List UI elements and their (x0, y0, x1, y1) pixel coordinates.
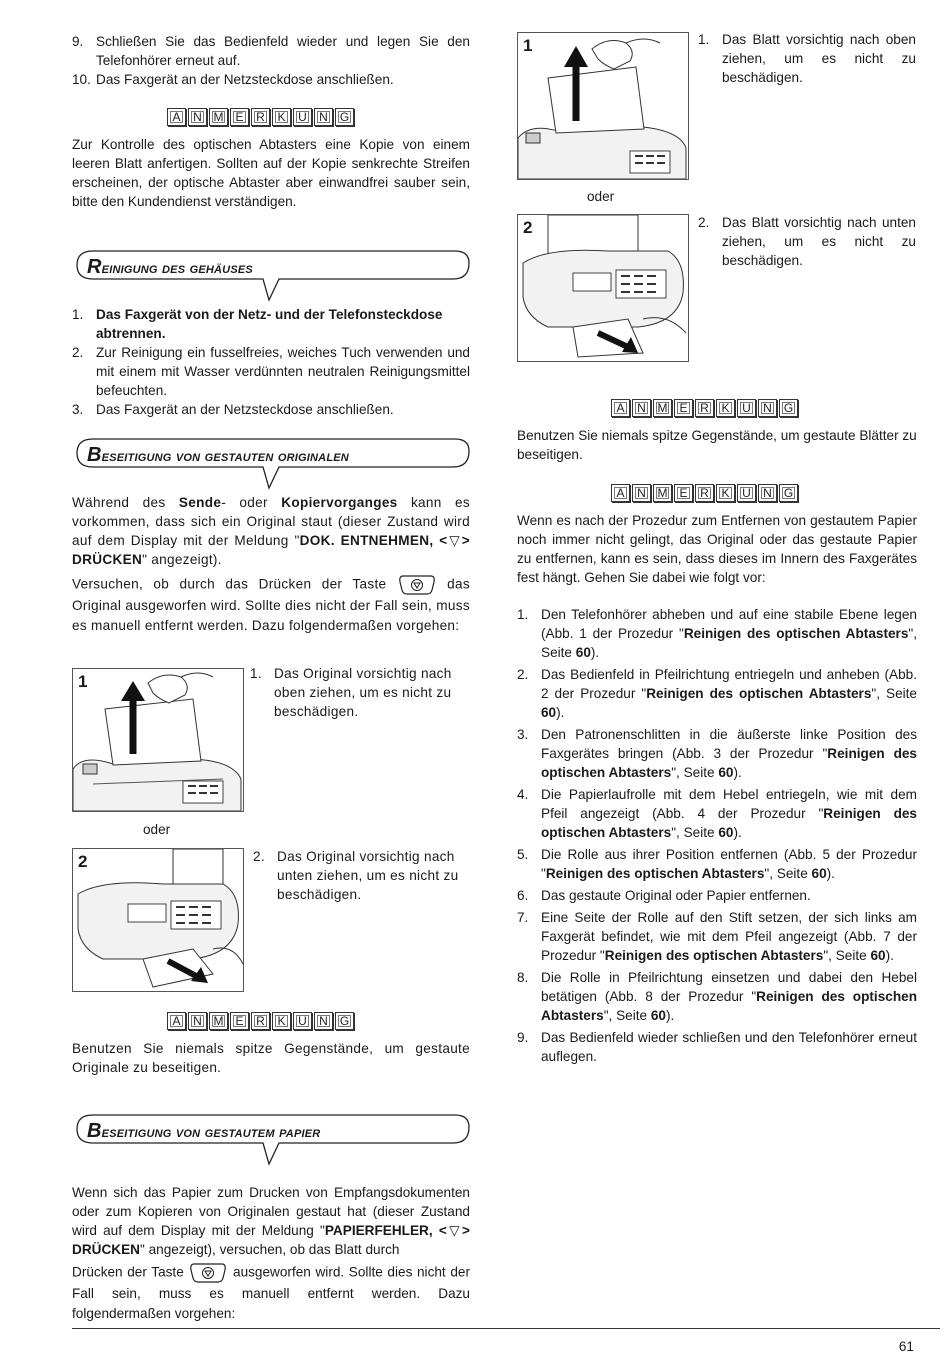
note-key: N (188, 108, 207, 126)
list-item: 1. Den Telefonhörer abheben und auf eine stabile Ebene legen (Abb. 1 der Prozedur "Reinigen des optischen Abtasters", Seite 60). (517, 607, 917, 660)
note-key: U (293, 1012, 312, 1030)
figure-pull-original-up: 1 (72, 668, 244, 812)
list-item: 2. Das Bedienfeld in Pfeilrichtung entriegeln und anheben (Abb. 2 der Prozedur "Reinigen des optischen Abtasters", Seite 60). (517, 667, 917, 720)
note-key: M (209, 108, 228, 126)
note-key: K (716, 399, 735, 417)
list-item: 3. Das Faxgerät an der Netzsteckdose anschließen. (72, 402, 394, 417)
note-key: U (293, 108, 312, 126)
or-label: oder (143, 822, 171, 837)
list-item: 2. Das Blatt vorsichtig nach unten ziehen, um es nicht zu beschädigen. (698, 215, 916, 268)
note-key: N (632, 399, 651, 417)
note-key: G (335, 108, 354, 126)
note-key: G (779, 399, 798, 417)
figure-2-caption (253, 847, 471, 904)
note-key: G (779, 484, 798, 502)
note-heading (167, 1012, 354, 1030)
page-number: 61 (898, 1339, 914, 1354)
stop-button-icon (188, 1262, 228, 1284)
list-item: 3. Den Patronenschlitten in die äußerste linke Position des Faxgerätes bringen (Abb. 3 der Prozedur "Reinigen des optischen Abtasters", Seite 60). (517, 727, 917, 780)
note-key: N (758, 484, 777, 502)
note-key: E (230, 1012, 249, 1030)
footer-divider (72, 1328, 940, 1329)
note-key: A (611, 399, 630, 417)
note-key: N (758, 399, 777, 417)
note-text: Wenn es nach der Prozedur zum Entfernen von gestautem Papier noch immer nicht gelingt, das Original oder das gestaute Papier zu entfernen, kann es sein, dass dieses im Innern des Faxgerätes fest hängt. Gehen Sie dabei wie folgt vor: (517, 513, 917, 585)
list-item: 8. Die Rolle in Pfeilrichtung einsetzen und dabei den Hebel betätigen (Abb. 8 der Prozedur "Reinigen des optischen Abtasters", Seite 60). (517, 970, 917, 1023)
right-figure-1-caption (698, 30, 916, 87)
note-key: R (695, 399, 714, 417)
note-key: R (695, 484, 714, 502)
list-item: 2. Zur Reinigung ein fusselfreies, weiches Tuch verwenden und mit einem mit Wasser verdünnten neutralen Reinigungsmittel befeuchten. (72, 345, 470, 398)
list-item: 4. Die Papierlaufrolle mit dem Hebel entriegeln, wie mit dem Pfeil angezeigt (Abb. 4 der Prozedur "Reinigen des optischen Abtasters", Seite 60). (517, 787, 917, 840)
note-heading (167, 108, 354, 126)
note-key: N (314, 1012, 333, 1030)
list-item: 1. Das Blatt vorsichtig nach oben ziehen, um es nicht zu beschädigen. (698, 32, 916, 85)
note-key: N (188, 1012, 207, 1030)
note-text: Benutzen Sie niemals spitze Gegenstände, um gestaute Originale zu beseitigen. (72, 1041, 470, 1075)
jam-try-button-text: Versuchen, ob durch das Drücken der Taste das Original ausgeworfen wird. Sollte dies nicht der Fall sein, muss es manuell entfernt werden. Dazu folgendermaßen vorgehen: (72, 574, 470, 636)
list-item: 9. Das Bedienfeld wieder schließen und den Telefonhörer erneut auflegen. (517, 1030, 917, 1064)
list-item: 1. Das Faxgerät von der Netz- und der Telefonsteckdose abtrennen. (72, 307, 443, 341)
note-key: M (653, 399, 672, 417)
note-key: A (167, 108, 186, 126)
note-key: E (230, 108, 249, 126)
note-key: A (167, 1012, 186, 1030)
note-key: N (314, 108, 333, 126)
section-heading-cleaning: Reinigung des gehäuses (73, 250, 469, 302)
note-key: N (632, 484, 651, 502)
list-item: 10. Das Faxgerät an der Netzsteckdose anschließen. (72, 72, 394, 87)
stop-button-icon (397, 574, 437, 596)
note-key: K (716, 484, 735, 502)
figure-pull-paper-down: 2 (517, 214, 689, 362)
paper-jam-try-button-text: Drücken der Taste ausgeworfen wird. Sollte dies nicht der Fall sein, muss es manuell entfernt werden. Dazu folgendermaßen vorgehen: (72, 1262, 470, 1324)
figure-1-caption (250, 664, 470, 721)
list-item: 7. Eine Seite der Rolle auf den Stift setzen, der sich links am Faxgerät befindet, wie mit dem Pfeil angezeigt (Abb. 7 der Prozedur "Reinigen des optischen Abtasters", Seite 60). (517, 910, 917, 963)
right-figure-2-caption (698, 213, 916, 270)
section-heading-jammed-paper: Beseitigung von gestautem papier (73, 1114, 469, 1166)
fax-pull-paper-up-illustration (518, 33, 688, 179)
list-item: 1. Das Original vorsichtig nach oben ziehen, um es nicht zu beschädigen. (250, 666, 452, 719)
note-key: E (674, 484, 693, 502)
figure-pull-original-down: 2 (72, 848, 244, 992)
continued-steps-list (72, 32, 470, 89)
note-heading (611, 484, 798, 502)
paper-jam-text: Wenn sich das Papier zum Drucken von Empfangsdokumenten oder zum Kopieren von Originalen gestaut hat (dieser Zustand wird auf dem Display mit der Meldung "PAPIERFEHLER, <▽> DRÜCKEN" angezeigt), versuchen, ob das Blatt durch (72, 1185, 470, 1257)
note-key: M (653, 484, 672, 502)
figure-pull-paper-up: 1 (517, 32, 689, 180)
note-text: Benutzen Sie niemals spitze Gegenstände, um gestaute Blätter zu beseitigen. (517, 428, 917, 462)
note-key: E (674, 399, 693, 417)
fax-pull-up-illustration (73, 669, 243, 811)
note-key: R (251, 108, 270, 126)
section-heading-jammed-originals: Beseitigung von gestauten originalen (73, 438, 469, 490)
or-label: oder (587, 189, 615, 204)
cleaning-steps-list (72, 305, 470, 419)
note-key: R (251, 1012, 270, 1030)
list-item: 9. Schließen Sie das Bedienfeld wieder und legen Sie den Telefonhörer erneut auf. (72, 34, 470, 68)
note-key: K (272, 1012, 291, 1030)
fax-pull-paper-down-illustration (518, 215, 688, 361)
list-item: 5. Die Rolle aus ihrer Position entfernen (Abb. 5 der Prozedur "Reinigen des optischen Abtasters", Seite 60). (517, 847, 917, 881)
note-key: A (611, 484, 630, 502)
note-key: M (209, 1012, 228, 1030)
note-text: Zur Kontrolle des optischen Abtasters eine Kopie von einem leeren Blatt anfertigen. Sollten auf der Kopie senkrechte Streifen erscheinen, der optische Abtaster aber einwandfrei sauber sein, bitte den Kundendienst verständigen. (72, 137, 470, 209)
internal-jam-steps-list (517, 605, 917, 1069)
note-key: U (737, 484, 756, 502)
jam-intro-text: Während des Sende- oder Kopiervorganges kann es vorkommen, dass sich ein Original staut (dieser Zustand wird auf dem Display mit der Meldung "DOK. ENTNEHMEN, <▽> DRÜCKEN" angezeigt). (72, 495, 470, 567)
fax-pull-down-illustration (73, 849, 243, 991)
note-key: K (272, 108, 291, 126)
list-item: 6. Das gestaute Original oder Papier entfernen. (517, 888, 811, 903)
note-key: G (335, 1012, 354, 1030)
note-heading (611, 399, 798, 417)
note-key: U (737, 399, 756, 417)
list-item: 2. Das Original vorsichtig nach unten ziehen, um es nicht zu beschädigen. (253, 849, 459, 902)
